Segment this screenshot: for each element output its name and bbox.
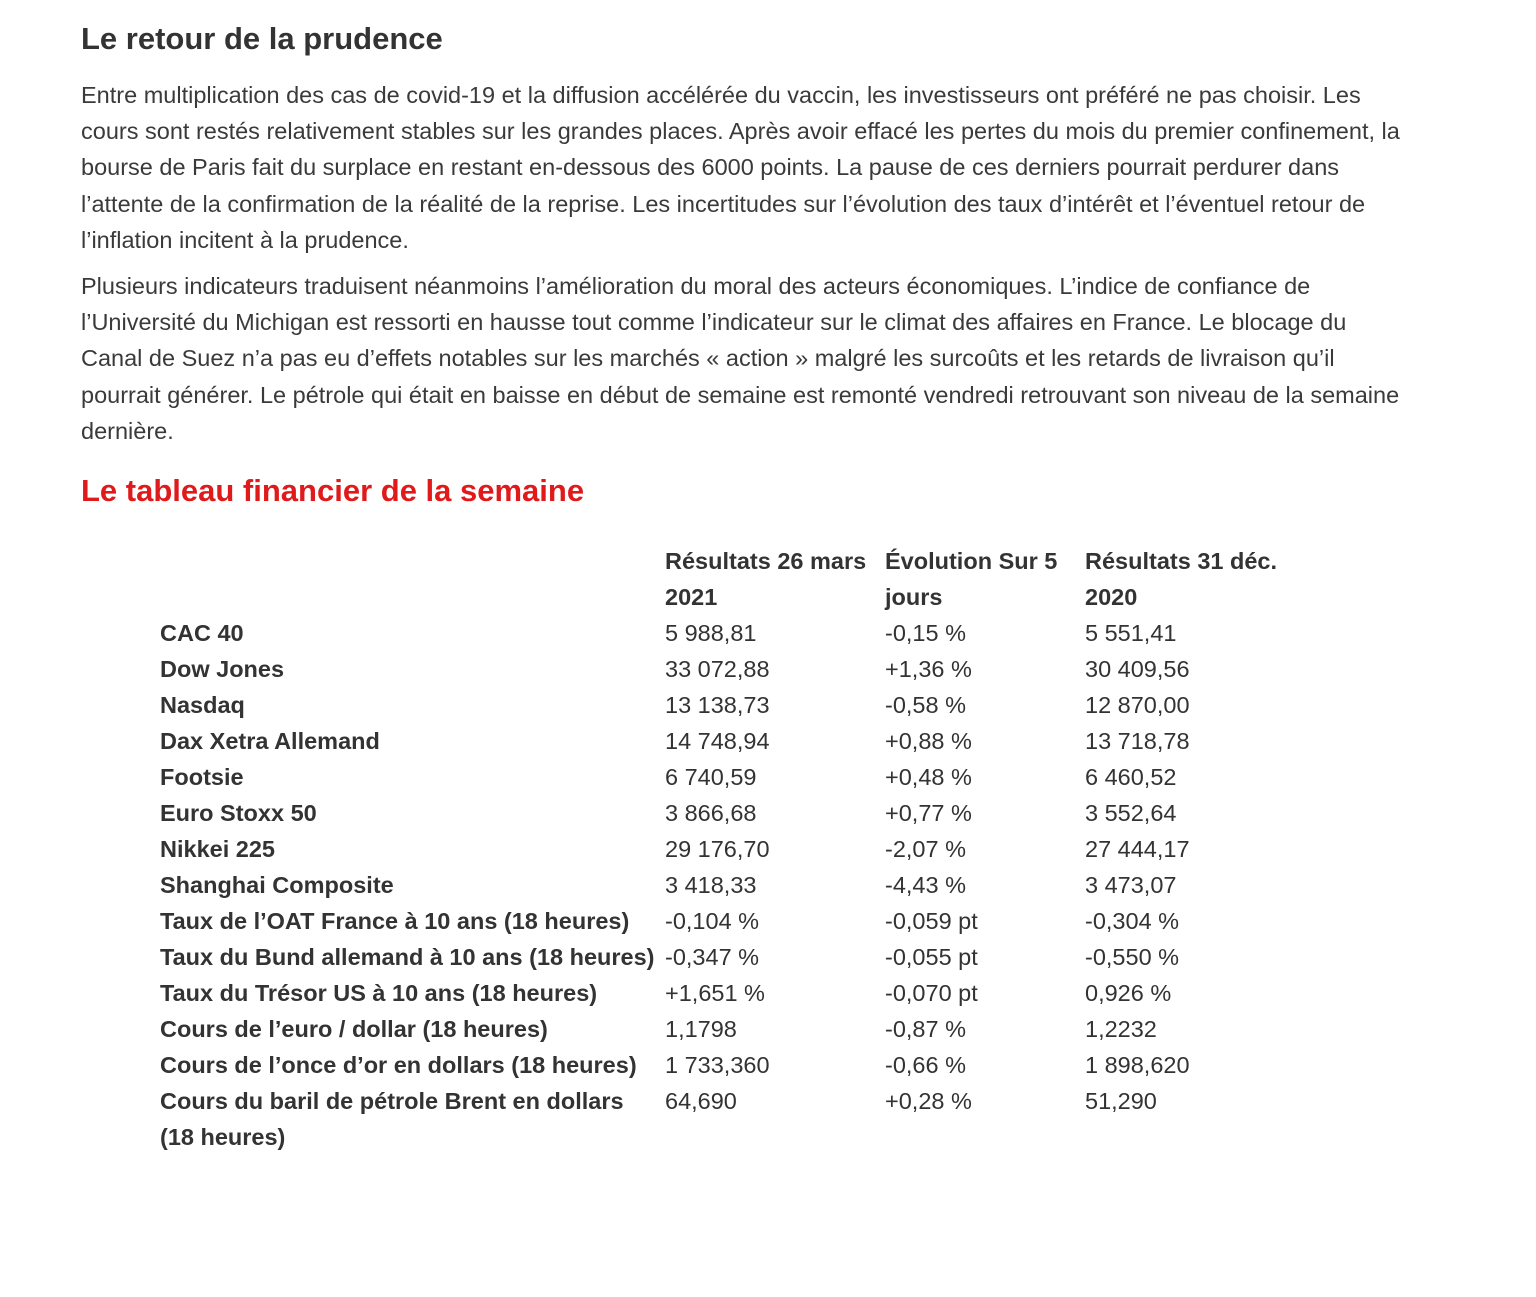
cell-results-2020: 30 409,56 (1085, 656, 1190, 682)
cell-results-2021: 14 748,94 (665, 728, 770, 754)
cell-evolution: +0,77 % (885, 800, 972, 826)
paragraph-1: Entre multiplication des cas de covid-19 et la diffusion accélérée du vaccin, les investisseurs ont préféré ne pas choisir. Les cours sont restés relativement stables sur les grandes places. Après avoir effacé les pertes du mois du premier confinement, la bourse de Paris fait du surplace en restant en-dessous des 6000 points. La pause de ces derniers pourrait perdurer dans l’attente de la confirmation de la réalité de la reprise. Les incertitudes sur l’évolution des taux d’intérêt et l’éventuel retour de l’inflation incitent à la prudence. (81, 82, 1400, 253)
cell-evolution: -0,059 pt (885, 908, 978, 934)
cell-results-2020: 1 898,620 (1085, 1052, 1190, 1078)
cell-indicator: Dow Jones (160, 656, 285, 682)
cell-indicator: Shanghai Composite (160, 872, 394, 898)
cell-evolution: -0,66 % (885, 1052, 966, 1078)
cell-results-2020: 1,2232 (1085, 1016, 1157, 1042)
cell-results-2021: +1,651 % (665, 980, 765, 1006)
paragraph-2: Plusieurs indicateurs traduisent néanmoins l’amélioration du moral des acteurs économiques. L’indice de confiance de l’Université du Michigan est ressorti en hausse tout comme l’indicateur sur le climat des affaires en France. Le blocage du Canal de Suez n’a pas eu d’effets notables sur les marchés « action » malgré les surcoûts et les retards de livraison qu’il pourrait générer. Le pétrole qui était en baisse en début de semaine est remonté vendredi retrouvant son niveau de la semaine dernière. (81, 273, 1400, 444)
cell-evolution: -0,070 pt (885, 980, 978, 1006)
cell-evolution: +0,48 % (885, 764, 972, 790)
cell-results-2020: 51,290 (1085, 1088, 1157, 1114)
cell-results-2021: 3 866,68 (665, 800, 757, 826)
cell-evolution: +1,36 % (885, 656, 972, 682)
cell-indicator: Nikkei 225 (160, 836, 275, 862)
article (81, 14, 1401, 516)
cell-results-2020: 0,926 % (1085, 980, 1172, 1006)
cell-evolution: -4,43 % (885, 872, 966, 898)
cell-indicator: Dax Xetra Allemand (160, 728, 380, 754)
cell-indicator: Footsie (160, 764, 244, 790)
cell-results-2021: -0,347 % (665, 944, 760, 970)
cell-results-2021: -0,104 % (665, 908, 760, 934)
cell-indicator: Cours de l’euro / dollar (18 heures) (160, 1016, 548, 1042)
table-row (155, 1083, 1310, 1155)
header-row (155, 543, 1310, 615)
cell-results-2020: 3 552,64 (1085, 800, 1177, 826)
table-row (155, 687, 1310, 723)
table-row (155, 867, 1310, 903)
cell-results-2021: 13 138,73 (665, 692, 770, 718)
cell-results-2021: 29 176,70 (665, 836, 770, 862)
cell-evolution: -0,87 % (885, 1016, 966, 1042)
header-cell-indicator (155, 543, 660, 615)
cell-indicator: Cours de l’once d’or en dollars (18 heures) (160, 1052, 637, 1078)
header-cell-results-2020: Résultats 31 déc. 2020 (1085, 548, 1278, 610)
cell-evolution: -0,055 pt (885, 944, 978, 970)
cell-results-2021: 1 733,360 (665, 1052, 770, 1078)
table-row (155, 939, 1310, 975)
cell-indicator: Taux de l’OAT France à 10 ans (18 heures) (160, 908, 630, 934)
table-row (155, 651, 1310, 687)
cell-results-2020: -0,304 % (1085, 908, 1180, 934)
financial-table (155, 543, 1310, 1155)
cell-results-2021: 6 740,59 (665, 764, 757, 790)
table-row (155, 1047, 1310, 1083)
cell-results-2020: -0,550 % (1085, 944, 1180, 970)
cell-results-2021: 1,1798 (665, 1016, 737, 1042)
cell-indicator: Taux du Trésor US à 10 ans (18 heures) (160, 980, 598, 1006)
table-row (155, 795, 1310, 831)
cell-results-2021: 64,690 (665, 1088, 737, 1114)
section-title: Le retour de la prudence (81, 21, 443, 56)
cell-results-2020: 13 718,78 (1085, 728, 1190, 754)
table-body (155, 615, 1310, 1155)
cell-indicator: Nasdaq (160, 692, 245, 718)
cell-indicator: Euro Stoxx 50 (160, 800, 317, 826)
cell-results-2020: 27 444,17 (1085, 836, 1190, 862)
cell-evolution: -2,07 % (885, 836, 966, 862)
cell-indicator: Cours du baril de pétrole Brent en dollars (18 heures) (160, 1088, 624, 1150)
table-header (155, 543, 1310, 615)
table-row (155, 1011, 1310, 1047)
cell-evolution: +0,88 % (885, 728, 972, 754)
table-row (155, 975, 1310, 1011)
cell-evolution: -0,15 % (885, 620, 966, 646)
cell-results-2020: 12 870,00 (1085, 692, 1190, 718)
table-row (155, 831, 1310, 867)
header-cell-evolution: Évolution Sur 5 jours (885, 548, 1058, 610)
table-row (155, 759, 1310, 795)
cell-evolution: -0,58 % (885, 692, 966, 718)
cell-results-2020: 3 473,07 (1085, 872, 1177, 898)
cell-results-2021: 5 988,81 (665, 620, 757, 646)
cell-evolution: +0,28 % (885, 1088, 972, 1114)
header-cell-results-2021: Résultats 26 mars 2021 (665, 548, 867, 610)
table-row (155, 615, 1310, 651)
cell-results-2021: 3 418,33 (665, 872, 757, 898)
cell-results-2020: 6 460,52 (1085, 764, 1177, 790)
cell-indicator: CAC 40 (160, 620, 244, 646)
table-row (155, 903, 1310, 939)
table-title: Le tableau financier de la semaine (81, 473, 585, 509)
cell-indicator: Taux du Bund allemand à 10 ans (18 heures) (160, 944, 655, 970)
cell-results-2021: 33 072,88 (665, 656, 770, 682)
table-row (155, 723, 1310, 759)
cell-results-2020: 5 551,41 (1085, 620, 1177, 646)
